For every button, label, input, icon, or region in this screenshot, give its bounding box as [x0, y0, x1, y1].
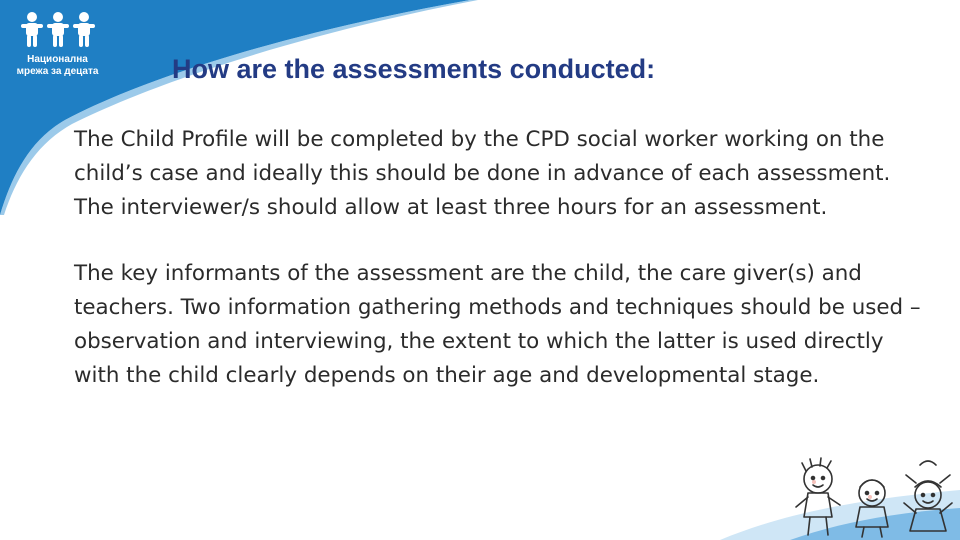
slide-title: How are the assessments conducted: — [172, 54, 656, 84]
logo-text: Национална мрежа за децата — [16, 54, 99, 77]
body-text — [74, 123, 934, 393]
three-children-figures-icon — [18, 10, 98, 50]
logo — [10, 10, 105, 90]
children-drawing-icon — [790, 455, 960, 540]
paragraph-key-informants: The key informants of the assessment are the child, the care giver(s) and teachers. Two information gathering methods and techniques should be used – observation and interviewing, the extent to which the latter is used directly with the child clearly depends on their age and developmental stage. — [74, 261, 921, 388]
paragraph-child-profile: The Child Profile will be completed by the CPD social worker working on the child’s case and ideally this should be done in advance of each assessment. The interviewer/s should allow at least three hours for an assessment. — [74, 127, 891, 220]
